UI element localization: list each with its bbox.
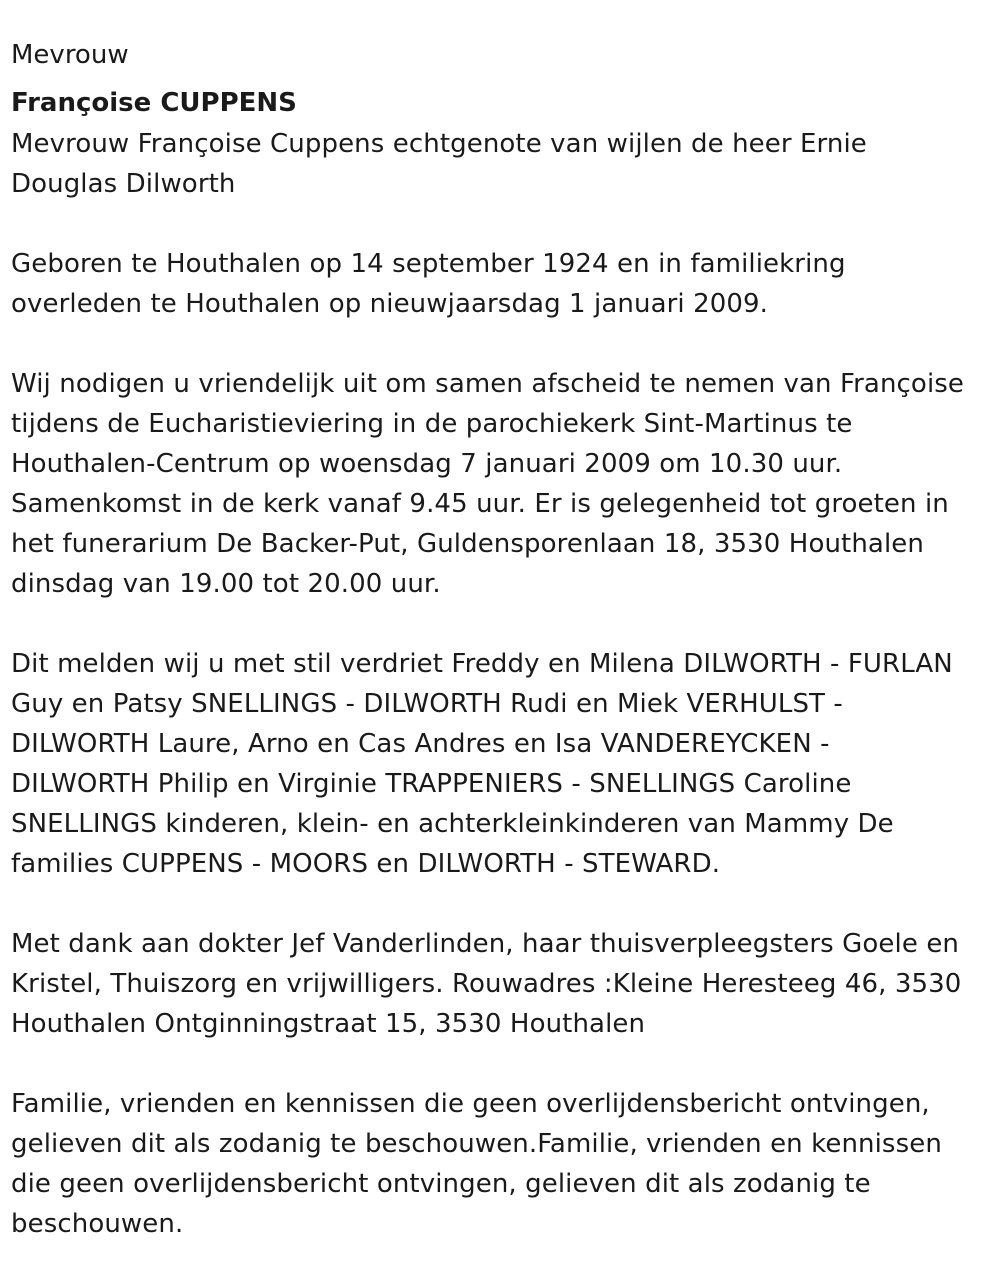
text-line: dinsdag van 19.00 tot 20.00 uur. (11, 569, 441, 599)
text-line: tijdens de Eucharistieviering in de parochiekerk Sint-Martinus te (11, 409, 853, 439)
notice-body (11, 124, 990, 1244)
ceremony-paragraph (11, 364, 990, 604)
text-line: Samenkomst in de kerk vanaf 9.45 uur. Er is gelegenheid tot groeten in (11, 489, 949, 519)
text-line: Familie, vrienden en kennissen die geen overlijdensbericht ontvingen, (11, 1089, 930, 1119)
text-line: gelieven dit als zodanig te beschouwen.Familie, vrienden en kennissen (11, 1129, 942, 1159)
birth-death-paragraph (11, 244, 990, 324)
text-line: Mevrouw Françoise Cuppens echtgenote van wijlen de heer Ernie (11, 129, 867, 159)
text-line: Douglas Dilworth (11, 169, 236, 199)
text-line: DILWORTH Laure, Arno en Cas Andres en Isa VANDEREYCKEN - (11, 729, 830, 759)
text-line: het funerarium De Backer-Put, Guldensporenlaan 18, 3530 Houthalen (11, 529, 924, 559)
family-paragraph (11, 644, 990, 884)
text-line: Geboren te Houthalen op 14 september 1924 en in familiekring (11, 249, 846, 279)
text-line: SNELLINGS kinderen, klein- en achterkleinkinderen van Mammy De (11, 809, 894, 839)
text-line: overleden te Houthalen op nieuwjaarsdag 1 januari 2009. (11, 289, 769, 319)
text-line: Met dank aan dokter Jef Vanderlinden, haar thuisverpleegsters Goele en (11, 929, 959, 959)
text-line: families CUPPENS - MOORS en DILWORTH - STEWARD. (11, 849, 721, 879)
deceased-name: Françoise CUPPENS (11, 88, 297, 118)
thanks-paragraph (11, 924, 990, 1044)
salutation: Mevrouw (11, 40, 129, 70)
text-line: beschouwen. (11, 1209, 184, 1239)
intro-paragraph (11, 124, 990, 204)
text-line: Houthalen Ontginningstraat 15, 3530 Houthalen (11, 1009, 646, 1039)
text-line: Dit melden wij u met stil verdriet Freddy en Milena DILWORTH - FURLAN (11, 649, 953, 679)
text-line: Kristel, Thuiszorg en vrijwilligers. Rouwadres :Kleine Heresteeg 46, 3530 (11, 969, 962, 999)
text-line: Houthalen-Centrum op woensdag 7 januari 2009 om 10.30 uur. (11, 449, 843, 479)
closing-paragraph (11, 1084, 990, 1244)
text-line: Guy en Patsy SNELLINGS - DILWORTH Rudi en Miek VERHULST - (11, 689, 843, 719)
text-line: DILWORTH Philip en Virginie TRAPPENIERS - SNELLINGS Caroline (11, 769, 852, 799)
text-line: Wij nodigen u vriendelijk uit om samen afscheid te nemen van Françoise (11, 369, 965, 399)
text-line: die geen overlijdensbericht ontvingen, gelieven dit als zodanig te (11, 1169, 871, 1199)
